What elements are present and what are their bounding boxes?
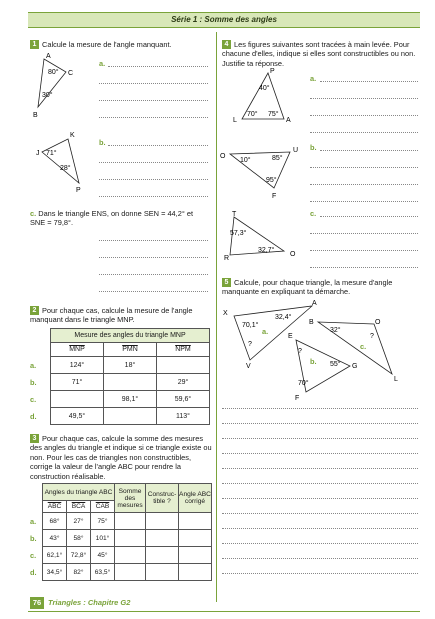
answer-line[interactable]	[222, 468, 418, 469]
answer-cell[interactable]	[146, 547, 179, 564]
answer-line[interactable]	[222, 513, 418, 514]
answer-line[interactable]	[108, 66, 208, 67]
answer-line[interactable]	[222, 423, 418, 424]
table-cell[interactable]: 98,1°	[103, 391, 156, 408]
ex3-header-constructible: Construc-tible ?	[146, 484, 179, 513]
vertex-C: C	[68, 70, 74, 77]
sub-header: $\overline{BCA}$	[67, 501, 91, 513]
table-cell[interactable]: 124°	[51, 357, 104, 374]
ex1-instruction: 1 Calcule la mesure de l'angle manquant.	[30, 40, 210, 49]
vertex-O: O	[375, 319, 381, 326]
angle-label: 75°	[268, 111, 279, 118]
angle-b-label: 30°	[42, 92, 53, 99]
chapter-footer: Triangles : Chapitre G2	[48, 598, 131, 607]
angle-label: 55°	[330, 361, 341, 368]
answer-line[interactable]	[99, 291, 208, 292]
sub-header: $\overline{ABC}$	[43, 501, 67, 513]
answer-line[interactable]	[99, 196, 208, 197]
answer-cell[interactable]	[146, 564, 179, 581]
vertex-O: O	[220, 153, 226, 160]
vertex-L: L	[233, 117, 237, 124]
ex3-header-angles: Angles du triangle ABC	[43, 484, 115, 501]
row-label: a.	[30, 360, 37, 370]
answer-line[interactable]	[99, 257, 208, 258]
ex5-answer-area	[222, 402, 418, 574]
unknown-angle: ?	[298, 348, 302, 355]
answer-line[interactable]	[222, 438, 418, 439]
row-label: c.	[30, 394, 37, 404]
answer-line[interactable]	[222, 408, 418, 409]
answer-line[interactable]	[310, 115, 418, 116]
angle-label: 70°	[298, 380, 309, 387]
vertex-A: A	[46, 53, 51, 60]
vertex-F: F	[295, 395, 300, 402]
vertex-V: V	[246, 363, 251, 370]
answer-line[interactable]	[320, 81, 418, 82]
answer-line[interactable]	[320, 216, 418, 217]
col-header: $\overline{MNP}$	[51, 343, 104, 357]
answer-cell[interactable]	[115, 564, 146, 581]
table-cell[interactable]	[103, 408, 156, 425]
answer-line[interactable]	[310, 132, 418, 133]
row-label: c.	[30, 550, 37, 560]
table-cell: 27°	[67, 513, 91, 530]
ex2-table	[30, 328, 210, 425]
answer-cell[interactable]	[146, 513, 179, 530]
angle-label: 10°	[240, 157, 251, 164]
angle-a-label: 80°	[48, 69, 59, 76]
angle-label: 32,7°	[258, 247, 275, 254]
answer-line[interactable]	[310, 250, 418, 251]
answer-line[interactable]	[310, 267, 418, 268]
row-label: d.	[30, 411, 37, 421]
ex3-header-corrected: Angle ABC corrigé	[179, 484, 212, 513]
ex1-figure-b	[30, 128, 100, 198]
row-label: b.	[30, 533, 37, 543]
ex4-label-c: c.	[310, 209, 317, 218]
table-cell: 45°	[91, 547, 115, 564]
ex3-instruction: 3 Pour chaque cas, calcule la somme des mesures des angles du triangle et indique si ce triangle existe ou non. Pour les cas de triangles non constructibles, corrige la valeur de l'angle ABC pour rendre la construction réalisable.	[30, 434, 212, 481]
answer-line[interactable]	[310, 184, 418, 185]
vertex-X: X	[223, 310, 228, 317]
ex2-number: 2	[30, 306, 39, 315]
table-cell: 34,5°	[43, 564, 67, 581]
vertex-K: K	[70, 132, 75, 139]
series-header: Série 1 : Somme des angles	[28, 12, 420, 28]
vertex-F: F	[272, 193, 277, 200]
table-cell: 58°	[67, 530, 91, 547]
vertex-B: B	[33, 112, 38, 119]
table-cell[interactable]	[156, 357, 209, 374]
vertex-A: A	[286, 117, 291, 124]
answer-cell[interactable]	[179, 564, 212, 581]
ex4-figure-c	[222, 207, 306, 263]
answer-line[interactable]	[310, 167, 418, 168]
ex4-label-b: b.	[310, 143, 317, 152]
ex5-figures	[220, 298, 420, 404]
ex4-instruction: 4 Les figures suivantes sont tracées à main levée. Pour chacune d'elles, indique si elles sont constructibles ou non. Justifie ta réponse.	[222, 40, 416, 68]
answer-line[interactable]	[99, 83, 208, 84]
table-cell[interactable]: 71°	[51, 374, 104, 391]
vertex-O: O	[290, 251, 296, 258]
angle-label: 70,1°	[242, 322, 259, 329]
answer-line[interactable]	[320, 150, 418, 151]
vertex-U: U	[293, 147, 299, 154]
vertex-E: E	[288, 333, 293, 340]
column-divider	[216, 32, 217, 602]
answer-line[interactable]	[99, 117, 208, 118]
answer-line[interactable]	[99, 240, 208, 241]
sub-header: $\overline{CAB}$	[91, 501, 115, 513]
table-cell[interactable]: 113°	[156, 408, 209, 425]
ex4-figure-b	[218, 140, 308, 202]
vertex-T: T	[232, 211, 237, 218]
table-cell: 75°	[91, 513, 115, 530]
answer-cell[interactable]	[115, 530, 146, 547]
answer-line[interactable]	[222, 483, 418, 484]
angle-p-label: 28°	[60, 165, 71, 172]
ex2-table-title: Mesure des angles du triangle MNP	[51, 329, 210, 343]
answer-cell[interactable]	[146, 530, 179, 547]
ex1-figure-a	[30, 50, 100, 120]
vertex-J: J	[36, 150, 40, 157]
ex2-instruction: 2 Pour chaque cas, calcule la mesure de l'angle manquant dans le triangle MNP.	[30, 306, 193, 325]
table-cell: 63,5°	[91, 564, 115, 581]
answer-line[interactable]	[222, 498, 418, 499]
table-cell: 101°	[91, 530, 115, 547]
ex1-part-c: c. Dans le triangle ENS, on donne SEN = 44,2° et SNE = 79,8°.	[30, 209, 193, 228]
angle-j-label: 71°	[46, 150, 57, 157]
answer-line[interactable]	[222, 558, 418, 559]
unknown-angle: ?	[370, 333, 374, 340]
footer-rule	[28, 611, 420, 612]
answer-cell[interactable]	[179, 547, 212, 564]
col-header: $\overline{PMN}$	[103, 343, 156, 357]
angle-label: 57,3°	[230, 230, 247, 237]
ex3-number: 3	[30, 434, 39, 443]
row-label: a.	[30, 516, 37, 526]
angle-label: 70°	[247, 111, 258, 118]
angle-label: 32,4°	[275, 314, 292, 321]
answer-line[interactable]	[99, 100, 208, 101]
fig-label: a.	[262, 327, 269, 336]
table-cell: 43°	[43, 530, 67, 547]
table-cell[interactable]	[103, 374, 156, 391]
ex4-figure-a	[222, 66, 302, 128]
vertex-P: P	[76, 187, 81, 194]
answer-line[interactable]	[108, 145, 208, 146]
ex4-number: 4	[222, 40, 231, 49]
table-cell[interactable]: 59,6°	[156, 391, 209, 408]
ex1-label-b: b.	[99, 138, 106, 147]
answer-line[interactable]	[99, 162, 208, 163]
answer-line[interactable]	[310, 98, 418, 99]
table-cell[interactable]: 18°	[103, 357, 156, 374]
ex5-instruction: 5 Calcule, pour chaque triangle, la mesure d'angle manquante en expliquant ta démarche.	[222, 278, 393, 297]
angle-label: 40°	[259, 85, 270, 92]
answer-line[interactable]	[99, 274, 208, 275]
col-header: $\overline{NPM}$	[156, 343, 209, 357]
answer-line[interactable]	[222, 453, 418, 454]
angle-label: 95°	[266, 177, 277, 184]
ex4-label-a: a.	[310, 74, 317, 83]
unknown-angle: ?	[248, 341, 252, 348]
ex1-label-a: a.	[99, 59, 106, 68]
page-number: 76	[30, 597, 44, 609]
table-cell: 72,8°	[67, 547, 91, 564]
answer-line[interactable]	[99, 179, 208, 180]
angle-label: 32°	[330, 327, 341, 334]
ex3-table	[30, 483, 212, 581]
row-label: d.	[30, 567, 37, 577]
vertex-A: A	[312, 300, 317, 307]
fig-label: c.	[360, 342, 367, 351]
table-cell: 68°	[43, 513, 67, 530]
table-cell[interactable]: 29°	[156, 374, 209, 391]
answer-line[interactable]	[222, 543, 418, 544]
vertex-B: B	[309, 319, 314, 326]
ex3-header-sum: Somme des mesures	[115, 484, 146, 513]
answer-line[interactable]	[222, 573, 418, 574]
vertex-L: L	[394, 376, 398, 383]
answer-line[interactable]	[222, 528, 418, 529]
answer-line[interactable]	[310, 233, 418, 234]
row-label: b.	[30, 377, 37, 387]
ex5-number: 5	[222, 278, 231, 287]
vertex-R: R	[224, 255, 230, 262]
vertex-G: G	[352, 363, 358, 370]
table-cell: 82°	[67, 564, 91, 581]
table-cell: 62,1°	[43, 547, 67, 564]
fig-label: b.	[310, 357, 317, 366]
ex1-number: 1	[30, 40, 39, 49]
answer-line[interactable]	[310, 201, 418, 202]
angle-label: 85°	[272, 155, 283, 162]
answer-cell[interactable]	[179, 530, 212, 547]
answer-cell[interactable]	[115, 513, 146, 530]
answer-cell[interactable]	[179, 513, 212, 530]
answer-cell[interactable]	[115, 547, 146, 564]
table-cell[interactable]: 49,5°	[51, 408, 104, 425]
vertex-P: P	[270, 68, 275, 75]
table-cell[interactable]	[51, 391, 104, 408]
